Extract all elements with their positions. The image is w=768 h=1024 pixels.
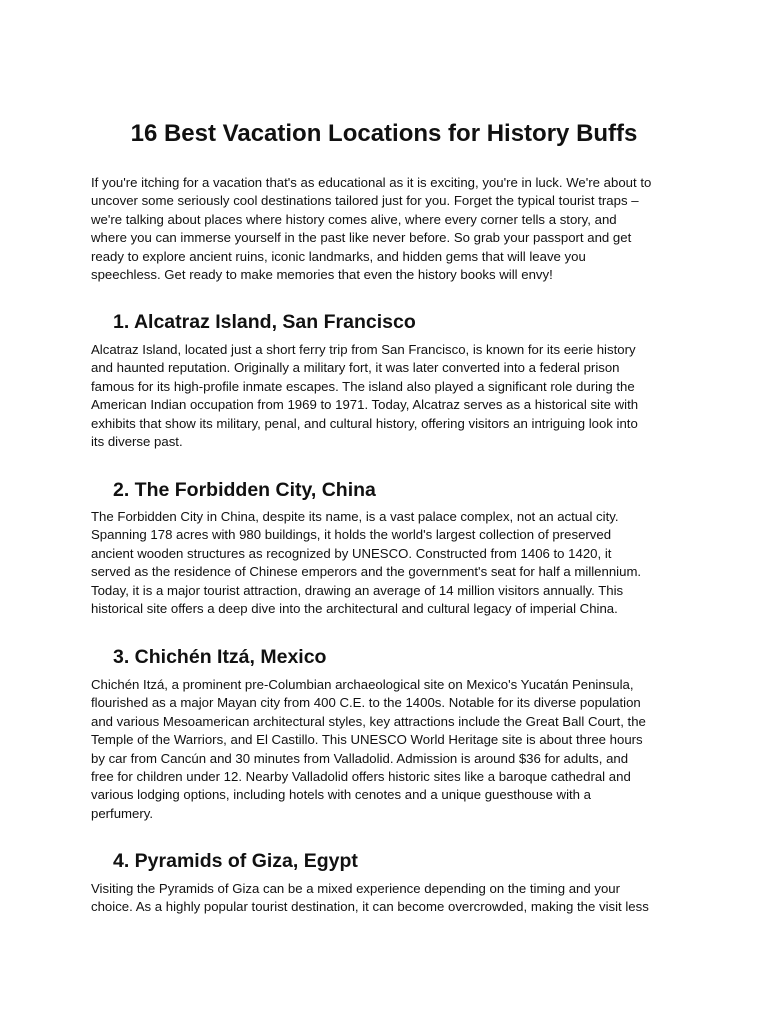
section-line: The Forbidden City in China, despite its name, is a vast palace complex, not an actual city. xyxy=(91,509,619,524)
section-heading: 4. Pyramids of Giza, Egypt xyxy=(113,850,358,872)
section-line: Alcatraz Island, located just a short ferry trip from San Francisco, is known for its eerie history xyxy=(91,342,636,357)
section-line: Chichén Itzá, a prominent pre-Columbian archaeological site on Mexico's Yucatán Peninsula, xyxy=(91,677,634,692)
intro-line: ready to explore ancient ruins, iconic landmarks, and hidden gems that will leave you xyxy=(91,248,586,264)
section-heading: 2. The Forbidden City, China xyxy=(113,479,376,501)
section-line: American Indian occupation from 1969 to 1971. Today, Alcatraz serves as a historical site with xyxy=(91,397,639,413)
section-line: Spanning 178 acres with 980 buildings, it holds the world's largest collection of preserved xyxy=(91,527,612,543)
section-heading: 1. Alcatraz Island, San Francisco xyxy=(113,311,416,333)
section-line: by car from Cancún and 30 minutes from Valladolid. Admission is around $36 for adults, and xyxy=(91,750,629,766)
section-line: historical site offers a deep dive into the architectural and cultural legacy of imperial China. xyxy=(91,601,618,617)
intro-paragraph xyxy=(91,174,681,284)
section-line: served as the residence of Chinese emperors and the government's seat for half a millennium. xyxy=(91,564,642,580)
section-line: and various Mesoamerican architectural styles, key attractions include the Great Ball Court, the xyxy=(91,713,646,729)
intro-line: we're talking about places where history comes alive, where every corner tells a story, and xyxy=(91,211,617,227)
section-line: its diverse past. xyxy=(91,434,183,450)
section-line: famous for its high-profile inmate escapes. The island also played a significant role during the xyxy=(91,378,635,394)
section-line: perfumery. xyxy=(91,805,154,821)
section-line: exhibits that show its military, penal, and cultural history, offering visitors an intriguing look into xyxy=(91,415,638,431)
section-line: choice. As a highly popular tourist destination, it can become overcrowded, making the visit less xyxy=(91,899,649,915)
section-paragraph xyxy=(91,676,681,823)
section-paragraph xyxy=(91,341,681,451)
section-line: and haunted reputation. Originally a military fort, it was later converted into a federal prison xyxy=(91,360,620,376)
section-line: Temple of the Warriors, and El Castillo. This UNESCO World Heritage site is about three hours xyxy=(91,732,643,748)
intro-line: where you can immerse yourself in the past like never before. So grab your passport and get xyxy=(91,230,632,246)
section-paragraph xyxy=(91,880,681,917)
section-line: Today, it is a major tourist attraction, drawing an average of 14 million visitors annually. This xyxy=(91,582,624,598)
page-title: 16 Best Vacation Locations for History Buffs xyxy=(130,120,638,147)
section-line: various lodging options, including hotels with cenotes and a unique guesthouse with a xyxy=(91,787,591,803)
section-line: Visiting the Pyramids of Giza can be a mixed experience depending on the timing and your xyxy=(91,881,621,896)
intro-line: If you're itching for a vacation that's as educational as it is exciting, you're in luck. We're about to xyxy=(91,175,652,190)
intro-line: uncover some seriously cool destinations tailored just for you. Forget the typical tourist traps – xyxy=(91,193,639,209)
section-heading: 3. Chichén Itzá, Mexico xyxy=(113,646,327,668)
section-line: free for children under 12. Nearby Valladolid offers historic sites like a baroque cathedral and xyxy=(91,769,631,785)
intro-line: speechless. Get ready to make memories that even the history books will envy! xyxy=(91,267,553,283)
section-paragraph xyxy=(91,508,681,618)
section-line: ancient wooden structures as recognized by UNESCO. Constructed from 1406 to 1420, it xyxy=(91,545,612,561)
section-line: flourished as a major Mayan city from 400 C.E. to the 1400s. Notable for its diverse population xyxy=(91,695,641,711)
